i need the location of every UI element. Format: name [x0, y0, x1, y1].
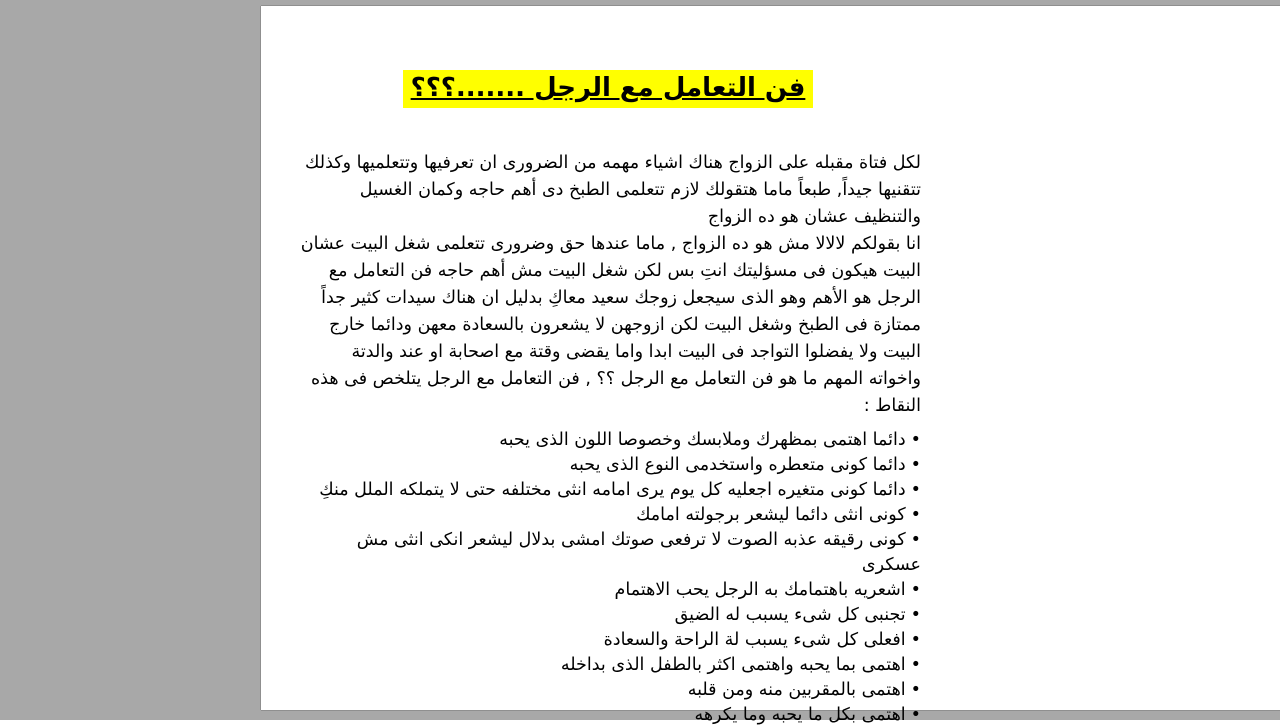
bullet-icon: •	[910, 430, 921, 450]
bullet-icon: •	[910, 505, 921, 525]
list-item-text: اهتمى بالمقربين منه ومن قلبه	[687, 680, 906, 700]
list-item-text: افعلى كل شىء يسبب لة الراحة والسعادة	[603, 630, 906, 650]
list-item	[295, 453, 921, 478]
bullet-icon: •	[910, 655, 921, 675]
document-content	[295, 6, 921, 728]
list-item	[295, 603, 921, 628]
bullet-icon: •	[910, 605, 921, 625]
list-item	[295, 678, 921, 703]
bullet-icon: •	[910, 680, 921, 700]
list-item	[295, 503, 921, 528]
title-highlight: فن التعامل مع الرجل .......؟؟؟	[403, 70, 814, 108]
list-item	[295, 628, 921, 653]
list-item	[295, 428, 921, 453]
list-item-text: تجنبى كل شىء يسبب له الضيق	[674, 605, 906, 625]
bullet-icon: •	[910, 630, 921, 650]
bullet-icon: •	[910, 455, 921, 475]
bullet-icon: •	[910, 580, 921, 600]
paragraph-1: لكل فتاة مقبله على الزواج هناك اشياء مهمه من الضرورى ان تعرفيها وتتعلميها وكذلك تتقنيها جيداً, طبعاً ماما هتقولك لازم تتعلمى الطبخ دى أهم حاجه وكمان الغسيل والتنظيف عشان هو ده الزواج	[305, 153, 921, 227]
document-body	[295, 150, 921, 420]
list-item	[295, 703, 921, 728]
list-item-text: اهتمى بما يحبه واهتمى اكثر بالطفل الذى بداخله	[560, 655, 906, 675]
list-item-text: دائما كونى متعطره واستخدمى النوع الذى يحبه	[569, 455, 906, 475]
list-item-text: دائما كونى متغيره اجعليه كل يوم يرى امامه انثى مختلفه حتى لا يتملكه الملل منكِ	[319, 480, 906, 500]
paragraph-2: انا بقولكم لالالا مش هو ده الزواج , ماما عندها حق وضرورى تتعلمى شغل البيت عشان البيت هيكون فى مسؤليتك انتِ بس لكن شغل البيت مش أهم حاجه فن التعامل مع الرجل هو الأهم وهو الذى سيجعل زوجك سعيد معاكِ بدليل ان هناك سيدات كثير جداً ممتازة فى الطبخ وشغل البيت لكن ازوجهن لا يشعرون بالسعادة معهن ودائما خارج البيت ولا يفضلوا التواجد فى البيت ابدا واما يقضى وقتة مع اصحابة او عند والدتة واخواته المهم ما هو فن التعامل مع الرجل ؟؟ , فن التعامل مع الرجل يتلخص فى هذه النقاط :	[300, 234, 921, 416]
list-item	[295, 653, 921, 678]
bullet-icon: •	[910, 480, 921, 500]
bullet-icon: •	[910, 530, 921, 550]
list-item-text: اشعريه باهتمامك به الرجل يحب الاهتمام	[614, 580, 906, 600]
bullet-list	[295, 428, 921, 728]
list-item-text: كونى رقيقه عذبه الصوت لا ترفعى صوتك امشى بدلال ليشعر انكى انثى مش عسكرى	[356, 530, 921, 575]
list-item	[295, 478, 921, 503]
list-item	[295, 578, 921, 603]
list-item	[295, 528, 921, 578]
list-item-text: كونى انثى دائما ليشعر برجولته امامك	[636, 505, 906, 525]
document-title	[295, 70, 921, 108]
list-item-text: دائما اهتمى بمظهرك وملابسك وخصوصا اللون الذى يحبه	[499, 430, 906, 450]
document-page[interactable]	[261, 6, 1280, 725]
list-item-text: اهتمى بكل ما يحبه وما يكرهه	[694, 705, 906, 725]
bullet-icon: •	[910, 705, 921, 725]
